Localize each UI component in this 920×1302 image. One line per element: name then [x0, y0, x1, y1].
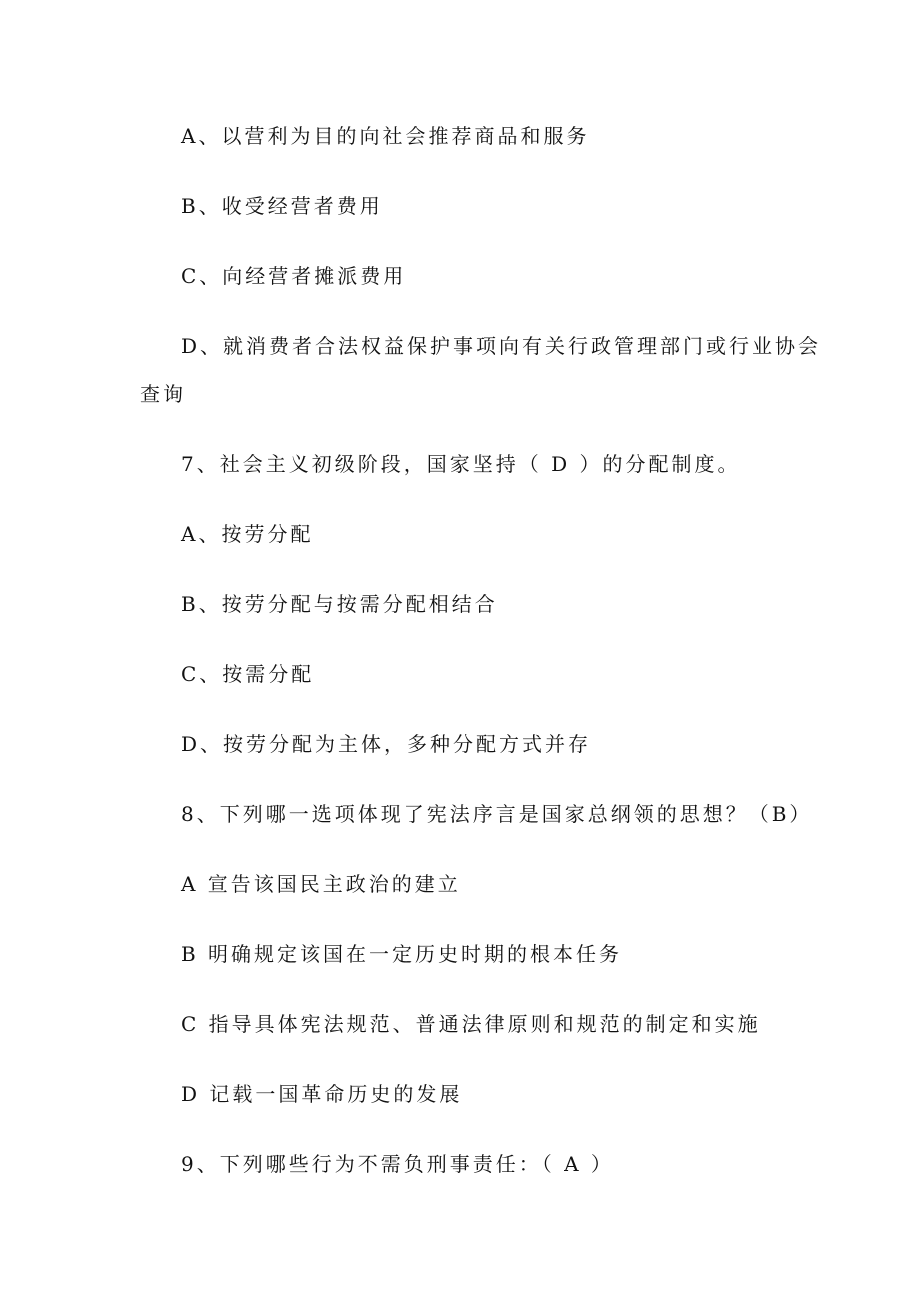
- option-7d: D、按劳分配为主体，多种分配方式并存: [181, 732, 592, 756]
- option-7a: A、按劳分配: [181, 522, 314, 546]
- option-8d: D 记载一国革命历史的发展: [181, 1082, 463, 1106]
- option-7c: C、按需分配: [181, 662, 315, 686]
- question-8: 8、下列哪一选项体现了宪法序言是国家总纲领的思想？（B）: [181, 802, 813, 826]
- option-7b: B、按劳分配与按需分配相结合: [181, 592, 498, 616]
- option-8a: A 宣告该国民主政治的建立: [181, 872, 461, 896]
- option-8c: C 指导具体宪法规范、普通法律原则和规范的制定和实施: [181, 1012, 761, 1036]
- question-7: 7、社会主义初级阶段，国家坚持（ D ）的分配制度。: [181, 452, 741, 476]
- option-6c: C、向经营者摊派费用: [181, 264, 407, 288]
- question-9: 9、下列哪些行为不需负刑事责任：（ A ）: [181, 1152, 614, 1176]
- option-6d: D、就消费者合法权益保护事项向有关行政管理部门或行业协会: [181, 334, 822, 358]
- option-8b: B 明确规定该国在一定历史时期的根本任务: [181, 942, 623, 966]
- option-6a: A、以营利为目的向社会推荐商品和服务: [181, 124, 590, 148]
- option-6b: B、收受经营者费用: [181, 194, 383, 218]
- option-6d-continued: 查询: [140, 382, 186, 406]
